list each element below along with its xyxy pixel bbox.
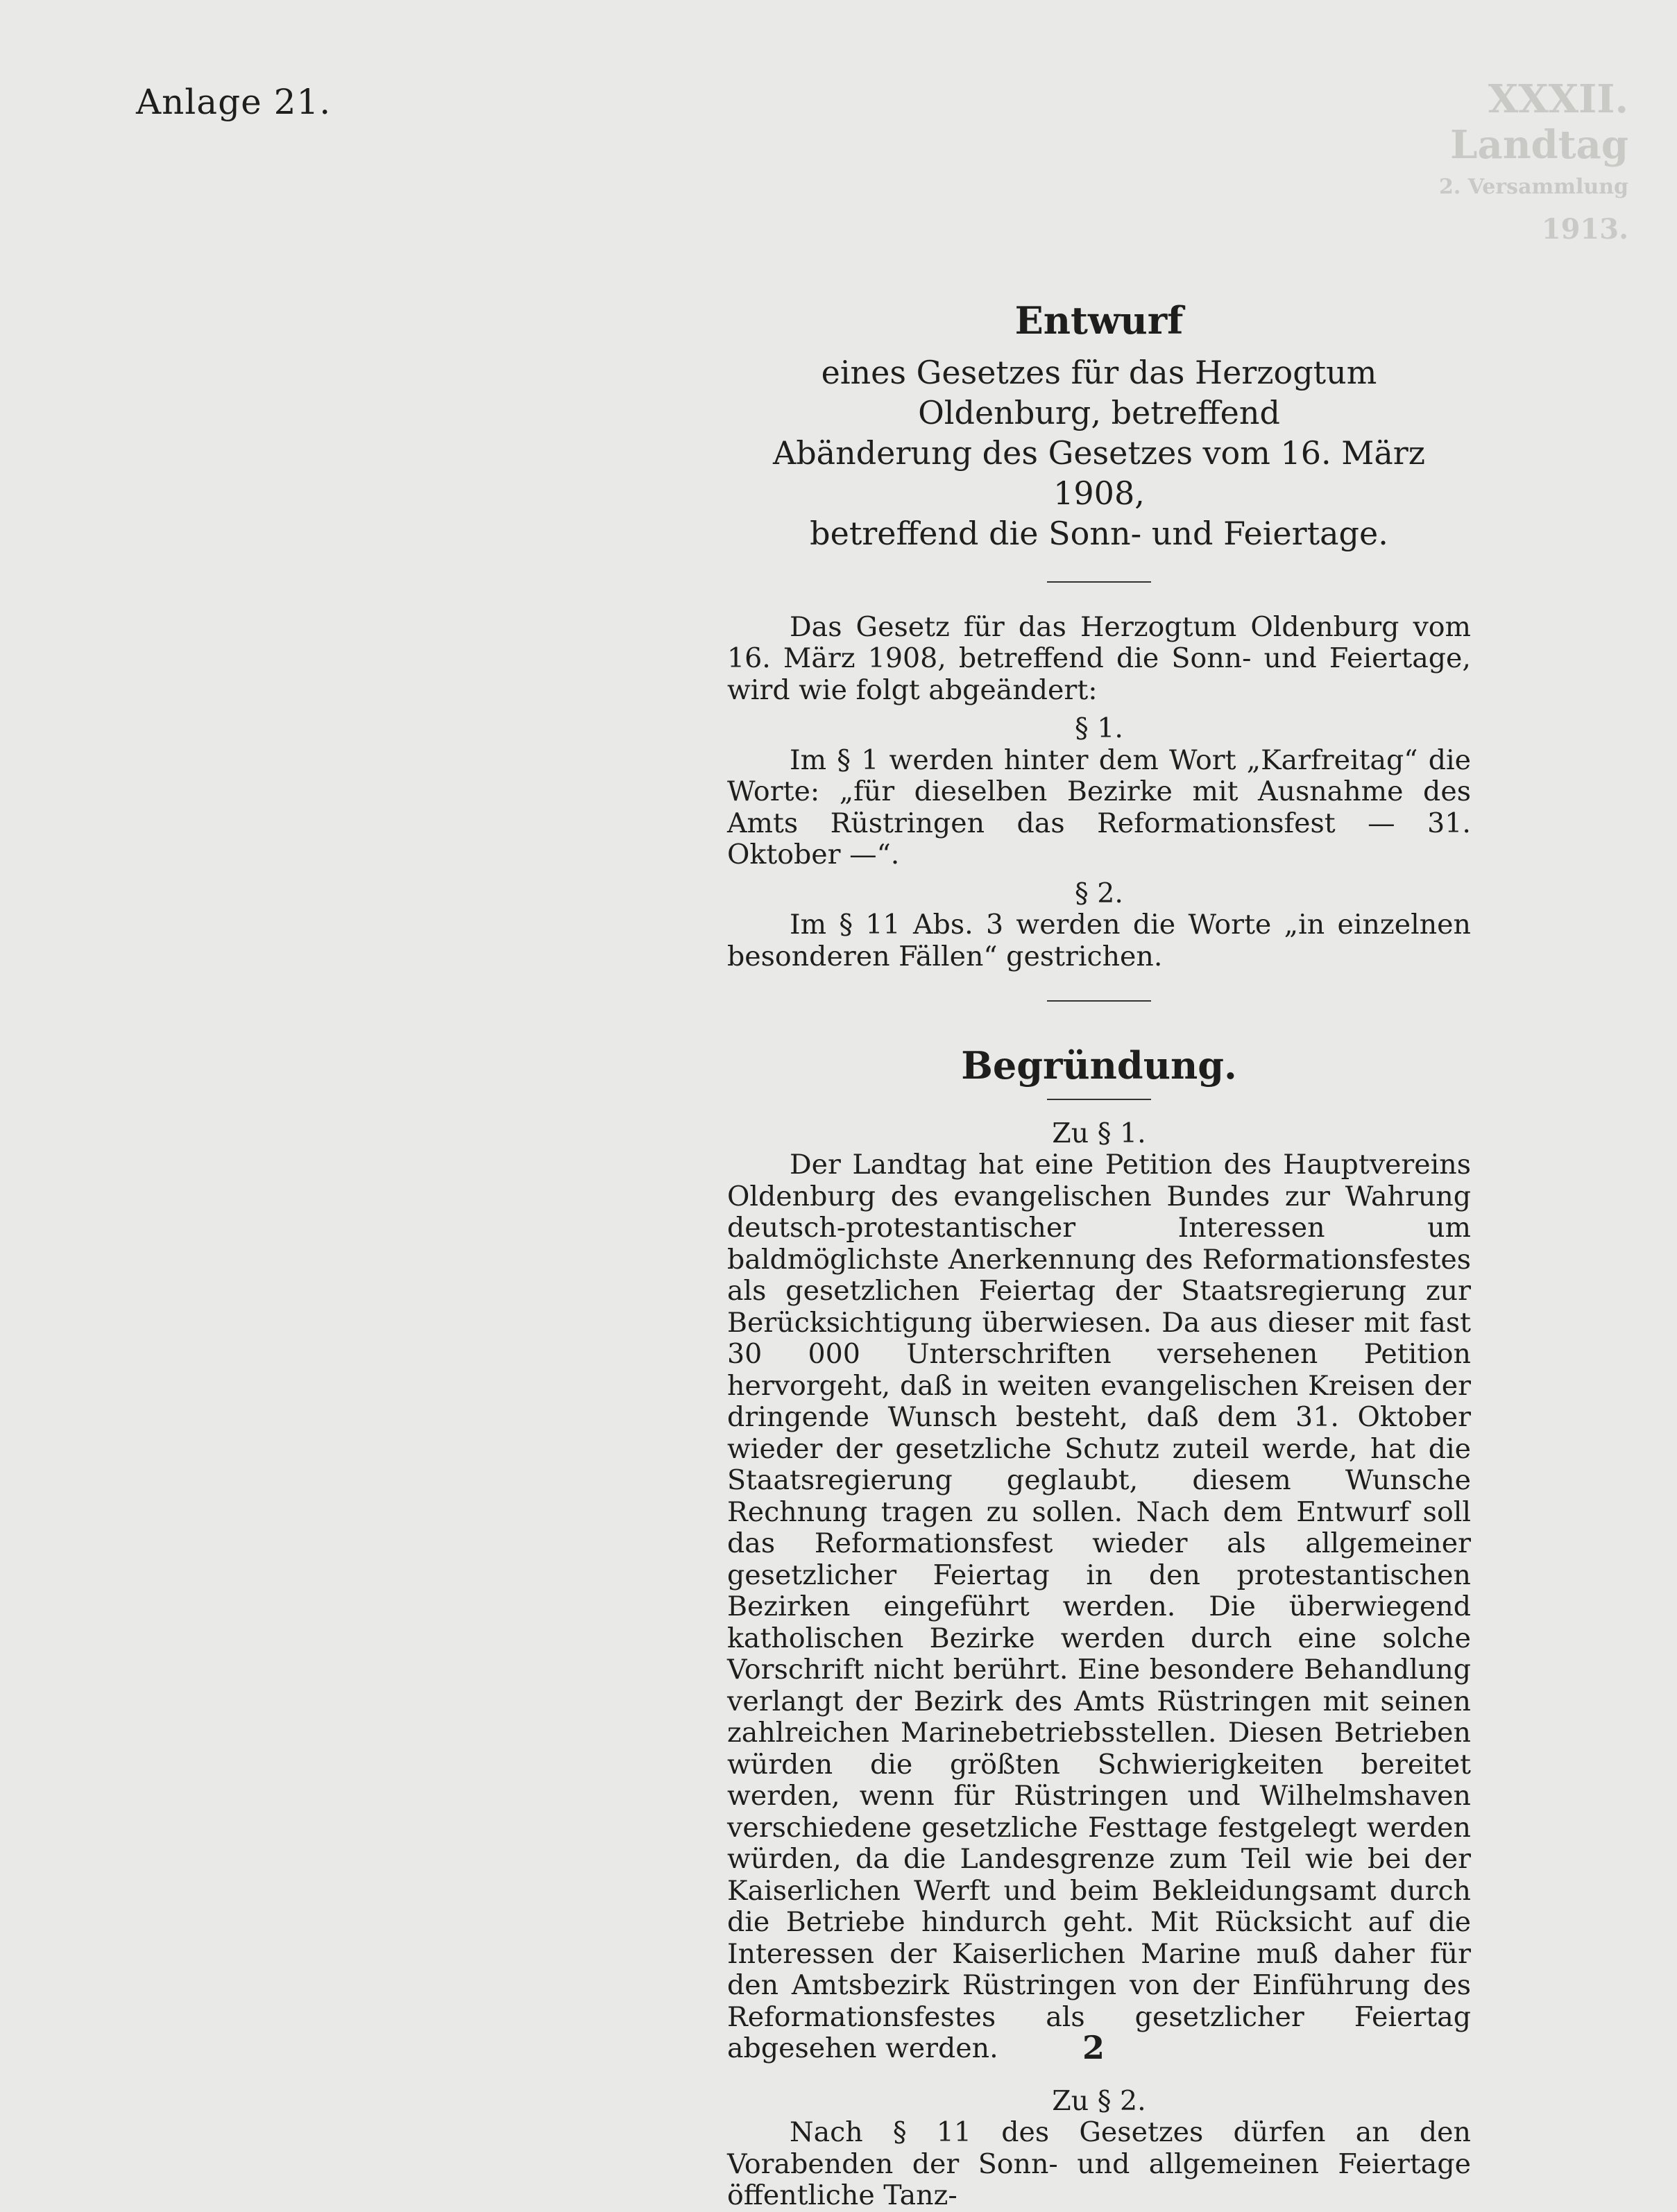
draft-title-line: Abänderung des Gesetzes vom 16. März 1908, [772,434,1425,512]
section-text: Im § 1 werden hinter dem Wort „Karfreitag“ die Worte: „für dieselben Bezirke mit Ausnahme des Amts Rüstringen das Reformationsfest — 31. Oktober —“. [727,744,1471,871]
text-column [727,298,1471,2212]
section-number: Zu § 1. [1052,1117,1146,1149]
section-text: Im § 11 Abs. 3 werden die Worte „in einzelnen besonderen Fällen“ gestrichen. [727,909,1471,972]
reasoning-text: Der Landtag hat eine Petition des Hauptvereins Oldenburg des evangelischen Bundes zur Wahrung deutsch-protestantischer Interessen um baldmöglichste Anerkennung des Reformationsfestes als gesetzlichen Feiertag der Staatsregierung zur Berücksichtigung überwiesen. Da aus dieser mit fast 30 000 Unterschriften versehenen Petition hervorgeht, daß in weiten evangelischen Kreisen der dringende Wunsch besteht, daß dem 31. Oktober wieder der gesetzliche Schutz zuteil werde, hat die Staatsregierung geglaubt, diesem Wunsche Rechnung tragen zu sollen. Nach dem Entwurf soll das Reformationsfest wieder als allgemeiner gesetzlicher Feiertag in den protestantischen Bezirken eingeführt werden. Die überwiegend katholischen Bezirke werden durch eine solche Vorschrift nicht berührt. Eine besondere Behandlung verlangt der Bezirk des Amts Rüstringen mit seinen zahlreichen Marinebetriebsstellen. Diesen Betrieben würden die größten Schwierigkeiten bereitet werden, wenn für Rüstringen und Wilhelmshaven verschiedene gesetzliche Festtage festgelegt werden würden, da die Landesgrenze zum Teil wie bei der Kaiserlichen Werft und beim Bekleidungsamt durch die Betriebe hindurch geht. Mit Rücksicht auf die Interessen der Kaiserlichen Marine muß daher für den Amtsbezirk Rüstringen von der Einführung des Reformationsfestes als gesetzlicher Feiertag abgesehen werden. [727,1149,1471,2064]
section-number: § 1. [1075,712,1123,744]
draft-title-line: eines Gesetzes für das Herzogtum Oldenburg, betreffend [821,353,1377,431]
divider [1047,1099,1151,1100]
draft-title [727,352,1471,554]
section-number: § 2. [1075,877,1123,909]
reasoning-text: Nach § 11 des Gesetzes dürfen an den Vorabenden der Sonn- und allgemeinen Feiertage öffentliche Tanz- [727,2116,1471,2211]
bleed-through-line: 1913. [1541,213,1628,246]
divider [1047,581,1151,583]
page-number: 2 [1082,2029,1105,2066]
draft-intro: Das Gesetz für das Herzogtum Oldenburg vom 16. März 1908, betreffend die Sonn- und Feiertage, wird wie folgt abgeändert: [727,610,1471,706]
attachment-label: Anlage 21. [136,82,332,122]
reasoning-heading: Begründung. [961,1043,1237,1088]
bleed-through-header [1337,76,1628,246]
section-number: Zu § 2. [1052,2084,1146,2117]
bleed-through-line: XXXII. Landtag [1450,76,1628,168]
divider [1047,1000,1151,1002]
draft-title-line: betreffend die Sonn- und Feiertage. [810,514,1388,552]
draft-heading: Entwurf [1014,298,1184,343]
bleed-through-line: 2. Versammlung [1439,175,1628,199]
